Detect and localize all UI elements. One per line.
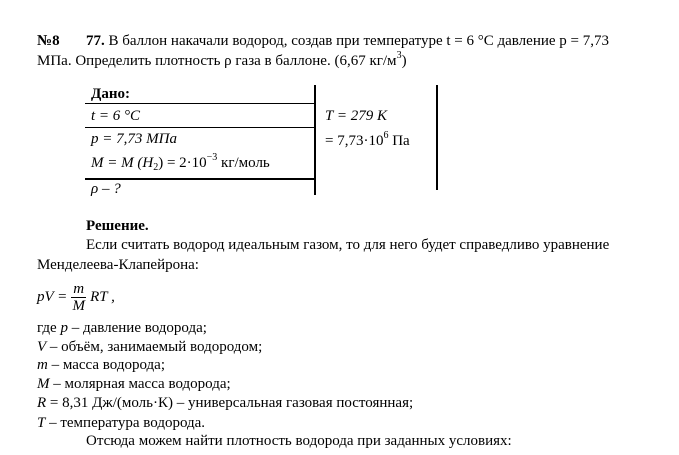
given-header: Дано: [91,86,130,102]
problem-statement-line2 [37,50,407,70]
si-pressure-unit: Па [388,133,410,149]
definition-M-symbol: M [37,376,50,392]
equation-left: pV = [37,288,68,305]
definition-V [37,339,262,356]
si-pressure-value: = 7,73·10 [325,133,384,149]
given-divider [314,85,316,195]
given-top-rule [85,103,315,104]
problem-text-line1: В баллон накачали водород, создав при температуре t = 6 °C давление p = 7,73 [108,33,609,49]
definition-m [37,357,165,374]
definition-R-symbol: R [37,395,47,411]
given-molar-mass-sub: 2 [153,162,159,173]
si-divider [436,85,438,190]
solution-heading: Решение. [86,218,149,234]
definition-T-symbol: T [37,415,46,431]
given-header-rule [85,127,315,128]
problem-statement-line1 [86,33,609,50]
given-temperature: t = 6 °C [91,108,141,124]
problem-text-exp: 3 [396,50,402,61]
given-pressure: p = 7,73 МПа [91,131,177,147]
equation-fraction [71,281,86,314]
definition-T-text: – температура водорода. [45,415,206,431]
problem-text-line2: МПа. Определить плотность ρ газа в баллоне. (6,67 кг/м [37,53,397,69]
problem-text-end: ) [401,53,407,69]
definition-p [37,320,207,337]
given-molar-mass-lhs: M = M (H [91,155,154,171]
given-molar-mass [91,152,270,173]
solution-para-line1: Если считать водород идеальным газом, то для него будет справедливо уравнение [86,237,610,253]
definition-m-text: – масса водорода; [47,357,166,373]
solution-final-line: Отсюда можем найти плотность водорода при заданных условиях: [86,433,512,449]
given-bottom-rule [85,178,315,180]
definition-M-text: – молярная масса водорода; [49,376,231,392]
given-find: ρ – ? [91,181,121,197]
problem-sub-number: 77. [86,33,105,49]
si-temperature: T = 279 К [325,108,387,124]
si-pressure [325,130,410,150]
definition-V-symbol: V [37,339,47,355]
si-pressure-exp: 6 [383,130,389,141]
equation-mendeleev-clapeyron [37,279,115,315]
solution-para-line2: Менделеева-Клапейрона: [37,257,199,273]
equation-denominator: M [72,297,85,314]
given-molar-mass-value: ) = 2·10 [158,155,207,171]
definition-p-symbol: p [60,320,68,336]
definition-V-text: – объём, занимаемый водородом; [46,339,263,355]
definition-p-prefix: где [37,320,61,336]
problem-number: №8 [37,33,60,49]
definition-R [37,395,413,412]
given-molar-mass-unit: кг/моль [217,155,270,171]
definition-M [37,376,231,393]
given-molar-mass-exp: −3 [206,152,218,163]
definition-p-text: – давление водорода; [67,320,207,336]
definition-m-symbol: m [37,357,48,373]
definition-R-text: = 8,31 Дж/(моль·К) – универсальная газовая постоянная; [46,395,414,411]
equation-numerator: m [73,280,85,297]
definition-T [37,415,205,432]
equation-right: RT , [90,288,115,305]
